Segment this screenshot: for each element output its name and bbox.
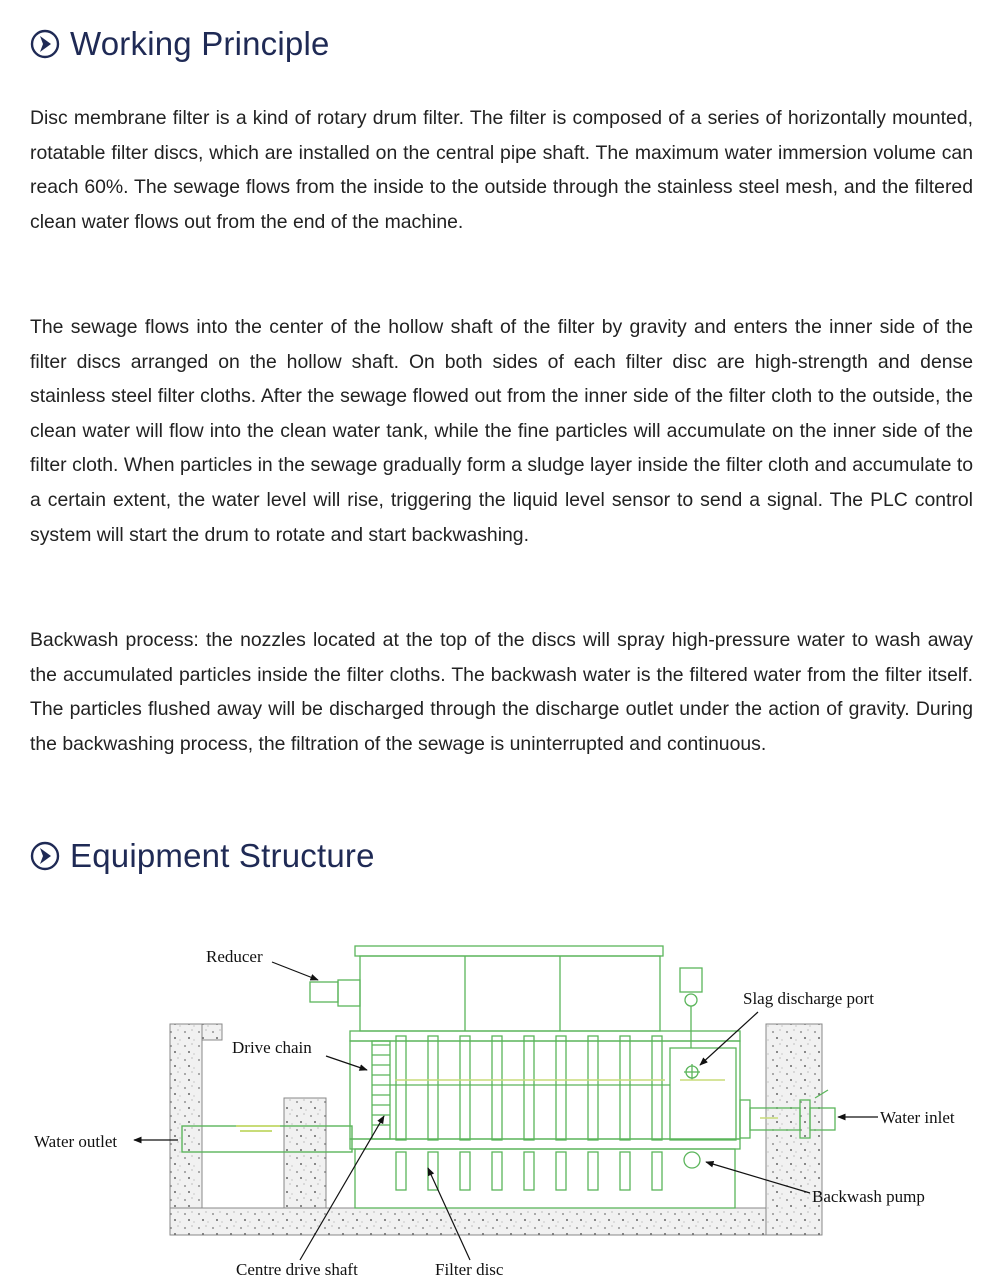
section-heading-working-principle [30, 25, 330, 63]
label-water-inlet: Water inlet [880, 1108, 955, 1127]
label-drive-chain: Drive chain [232, 1038, 312, 1057]
equipment-structure-diagram [0, 930, 1000, 1279]
label-centre-drive-shaft: Centre drive shaft [236, 1260, 358, 1279]
circle-chevron-right-icon [30, 841, 60, 871]
paragraph-backwash: Backwash process: the nozzles located at the top of the discs will spray high-pressure water to wash away the accumulated particles inside the filter cloths. The backwash water is the filtered water from the filter itself. The particles flushed away will be discharged through the discharge outlet under the action of gravity. During the backwashing process, the filtration of the sewage is uninterrupted and continuous. [30, 629, 973, 755]
paragraph-sewage-flow: The sewage flows into the center of the hollow shaft of the filter by gravity and enters the inner side of the filter discs arranged on the hollow shaft. On both sides of each filter disc are high-strength and dense stainless steel filter cloths. After the sewage flowed out from the inner side of the filter cloth to the outside, the clean water will flow into the clean water tank, while the fine particles will accumulate on the inner side of the filter cloth. When particles in the sewage gradually form a sludge layer inside the filter cloth and accumulate to a certain extent, the water level will rise, triggering the liquid level sensor to send a signal. The PLC control system will start the drum to rotate and start backwashing. [30, 316, 973, 546]
filter-discs [390, 1036, 670, 1190]
paragraph-intro: Disc membrane filter is a kind of rotary drum filter. The filter is composed of a series of horizontally mounted, rotatable filter discs, which are installed on the central pipe shaft. The maximum water immersion volume can reach 60%. The sewage flows from the inside to the outside through the stainless steel mesh, and the filtered clean water flows out from the end of the machine. [30, 107, 973, 233]
section-title: Equipment Structure [70, 837, 375, 874]
water-level-lines [395, 1080, 778, 1118]
label-reducer: Reducer [206, 947, 263, 966]
label-backwash-pump: Backwash pump [812, 1187, 925, 1206]
label-water-outlet: Water outlet [34, 1132, 118, 1151]
section-title: Working Principle [70, 25, 330, 62]
label-filter-disc: Filter disc [435, 1260, 504, 1279]
label-slag-discharge-port: Slag discharge port [743, 989, 874, 1008]
circle-chevron-right-icon [30, 29, 60, 59]
section-heading-equipment-structure [30, 837, 375, 875]
filter-machine [310, 946, 835, 1208]
